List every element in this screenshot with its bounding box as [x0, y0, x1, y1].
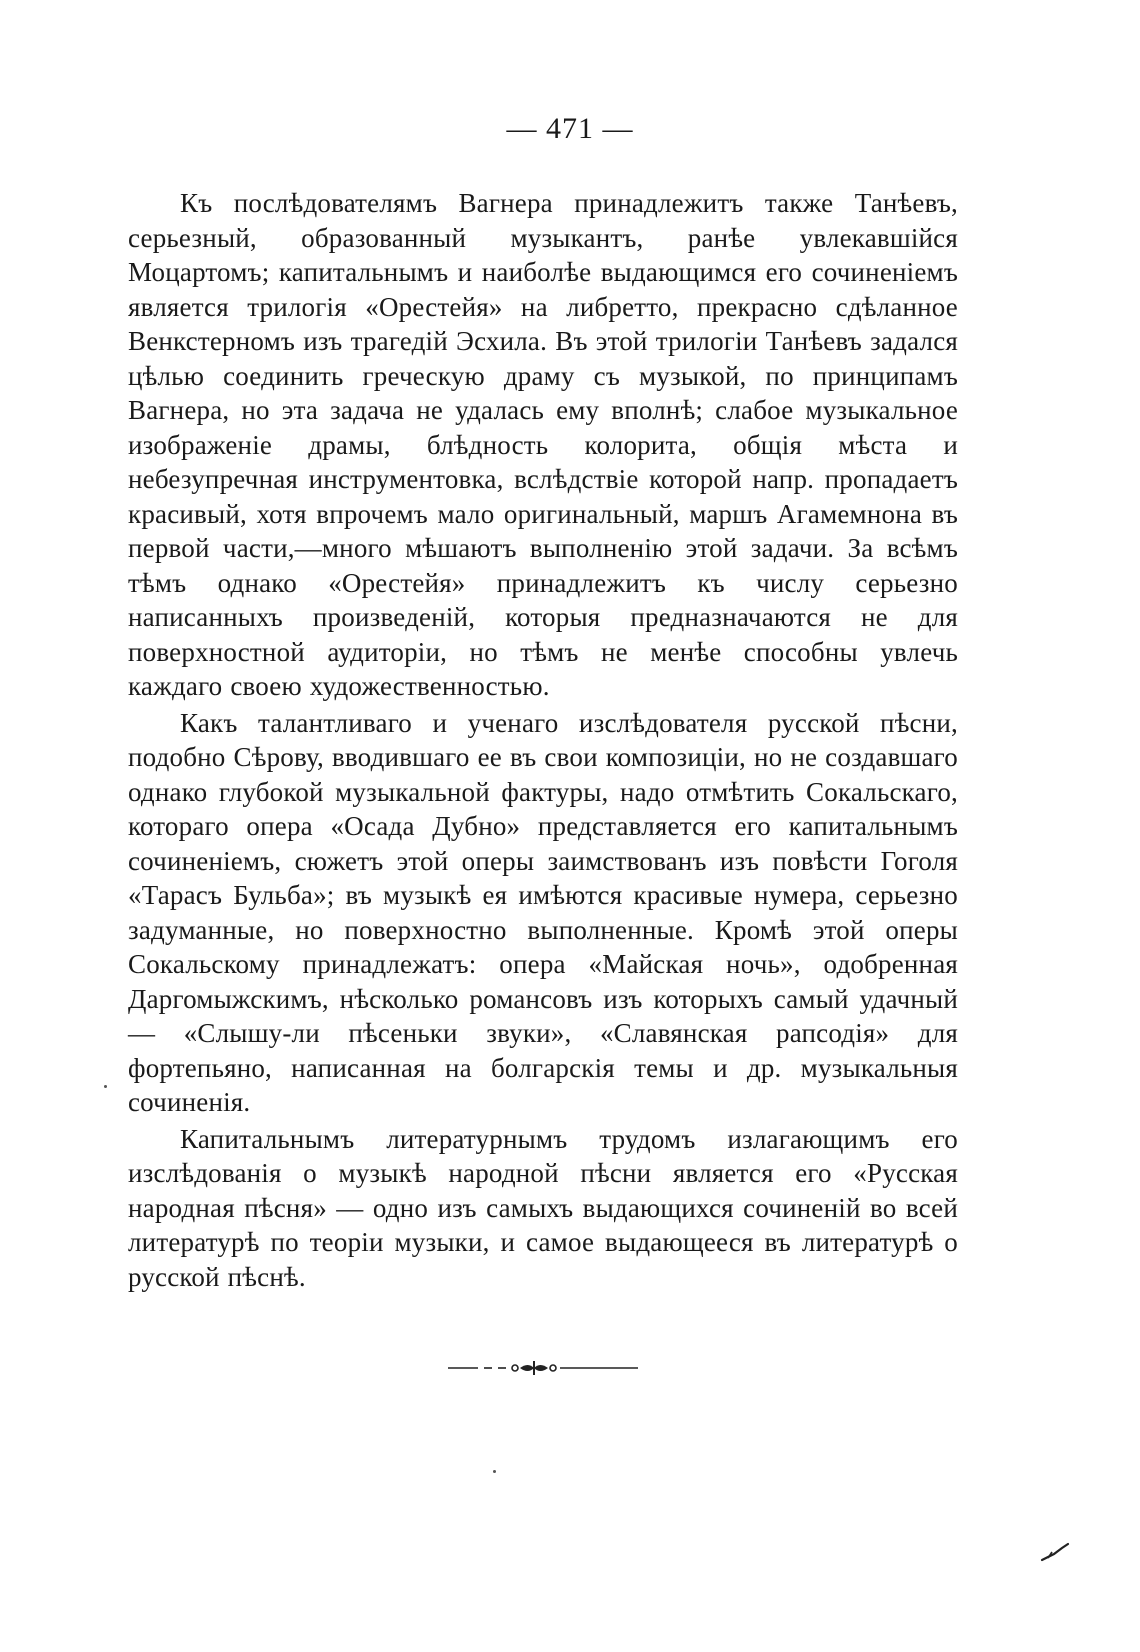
section-divider-ornament	[448, 1358, 638, 1378]
page-number: — 471 —	[506, 112, 634, 145]
body-text	[128, 186, 958, 1296]
pencil-mark	[1040, 1540, 1070, 1564]
ink-speck	[493, 1470, 496, 1473]
paragraph-tanyeyev: Къ послѣдователямъ Вагнера принадлежитъ также Танѣевъ, серьезный, образованный музыкантъ, ранѣе увлекавшійся Моцартомъ; капитальнымъ и наиболѣе выдающимся его сочиненіемъ является трилогія «Орестейя» на либретто, прекрасно сдѣланное Венкстерномъ изъ трагедій Эсхила. Въ этой трилогіи Танѣевъ задался цѣлью соединить греческую драму съ музыкой, по принципамъ Вагнера, но эта задача не удалась ему вполнѣ; слабое музыкальное изображеніе драмы, блѣдность колорита, общія мѣста и небезупречная инструментовка, вслѣдствіе которой напр. пропадаетъ красивый, хотя впрочемъ мало оригинальный, маршъ Агамемнона въ первой части,—много мѣшаютъ выполненію этой задачи. За всѣмъ тѣмъ однако «Орестейя» принадлежитъ къ числу серьезно написанныхъ произведеній, которыя предназначаются не для поверхностной аудиторіи, но тѣмъ не менѣе способны увлечь каждаго своею художественностью.	[128, 188, 958, 701]
paragraph-russian-folk-song: Капитальнымъ литературнымъ трудомъ излагающимъ его изслѣдованія о музыкѣ народной пѣсни является его «Русская народная пѣсня» — одно изъ самыхъ выдающихся сочиненій во всей литературѣ по теоріи музыки, и самое выдающееся въ литературѣ о русской пѣснѣ.	[128, 1123, 958, 1292]
ink-speck	[104, 1085, 107, 1088]
paragraph-sokalsky: Какъ талантливаго и ученаго изслѣдователя русской пѣсни, подобно Сѣрову, вводившаго ее въ свои композиціи, но не создавшаго однако глубокой музыкальной фактуры, надо отмѣтить Сокальскаго, котораго опера «Осада Дубно» представляется его капитальнымъ сочиненіемъ, сюжетъ этой оперы заимствованъ изъ повѣсти Гоголя «Тарасъ Бульба»; въ музыкѣ ея имѣются красивые нумера, серьезно задуманные, но поверхностно выполненные. Кромѣ этой оперы Сокальскому принадлежатъ: опера «Майская ночь», одобренная Даргомыжскимъ, нѣсколько романсовъ изъ которыхъ самый удачный — «Слышу-ли пѣсеньки звуки», «Славянская рапсодія» для фортепьяно, написанная на болгарскія темы и др. музыкальныя сочиненія.	[128, 707, 958, 1117]
